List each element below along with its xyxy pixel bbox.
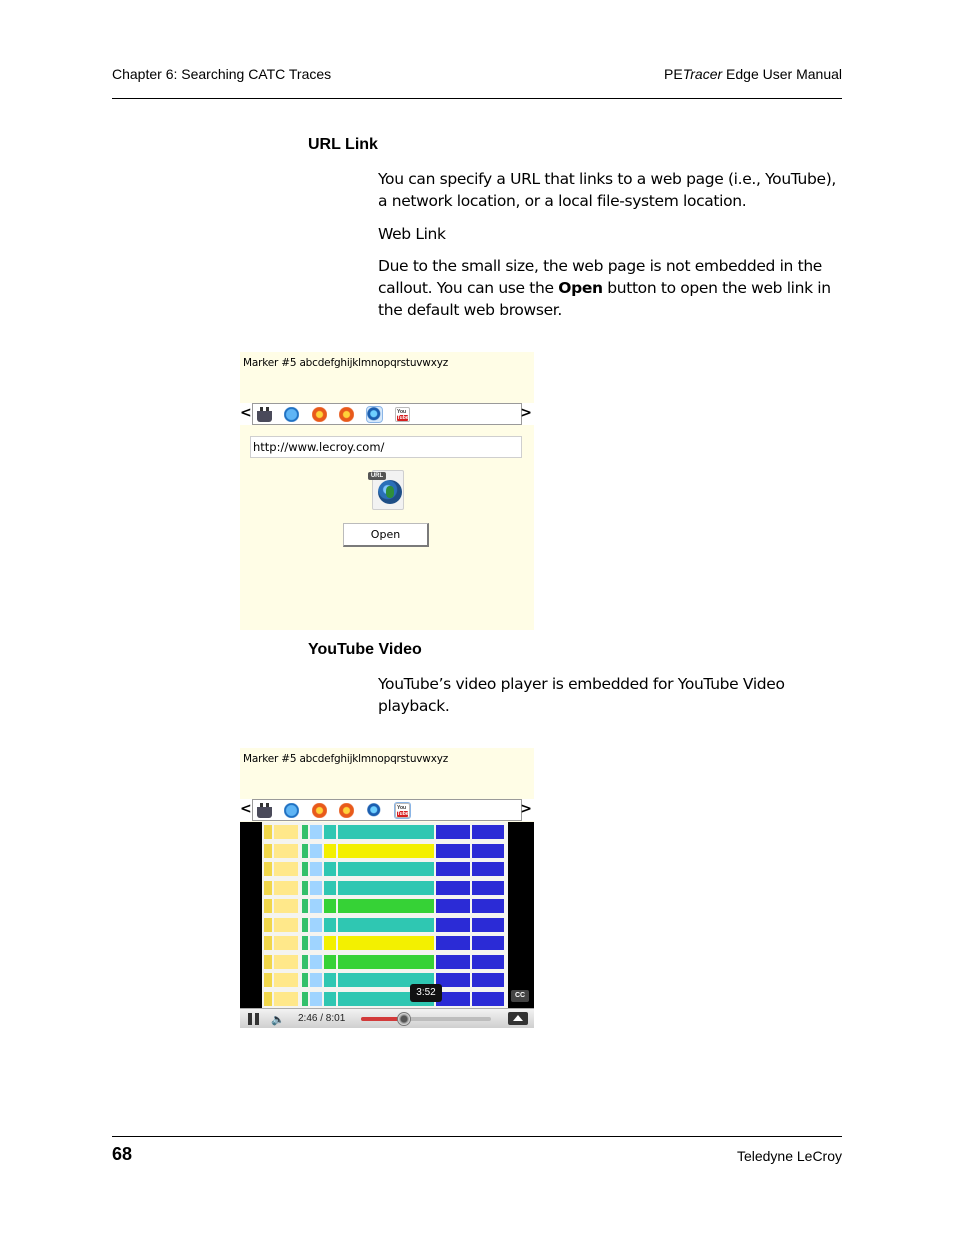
trace-cell xyxy=(472,881,504,895)
marker-text: Marker #5 abcdefghijklmnopqrstuvwxyz xyxy=(243,753,449,765)
youtube-video-heading: YouTube Video xyxy=(308,641,422,658)
trace-cell xyxy=(274,899,298,913)
web-link-paragraph: Due to the small size, the web page is not embedded in the callout. You can use the Open button to open the web link in the default web browser. xyxy=(378,257,831,319)
flower-icon[interactable] xyxy=(339,407,354,422)
trace-cell xyxy=(338,918,434,932)
trace-cell xyxy=(436,862,470,876)
trace-cell xyxy=(472,992,504,1006)
trace-cell xyxy=(274,862,298,876)
trace-cell xyxy=(310,992,322,1006)
trace-cell xyxy=(310,936,322,950)
marker-text: Marker #5 abcdefghijklmnopqrstuvwxyz xyxy=(243,357,449,369)
volume-icon[interactable]: 🔈 xyxy=(271,1013,285,1026)
trace-cell xyxy=(338,862,434,876)
trace-cell xyxy=(338,955,434,969)
trace-cell xyxy=(274,992,298,1006)
trace-cell xyxy=(302,992,308,1006)
trace-cell xyxy=(324,918,336,932)
trace-cell xyxy=(436,955,470,969)
trace-cell xyxy=(310,825,322,839)
header-rule xyxy=(112,98,842,99)
trace-cell xyxy=(274,955,298,969)
footer-rule xyxy=(112,1136,842,1137)
trace-cell xyxy=(264,862,272,876)
trace-cell xyxy=(324,936,336,950)
trace-cell xyxy=(310,973,322,987)
trace-cell xyxy=(472,844,504,858)
trace-cell xyxy=(436,918,470,932)
trace-cell xyxy=(436,936,470,950)
flower-icon[interactable] xyxy=(312,803,327,818)
trace-cell xyxy=(324,825,336,839)
trace-cell xyxy=(338,936,434,950)
trace-cell xyxy=(472,973,504,987)
trace-row xyxy=(264,954,506,970)
pause-button[interactable] xyxy=(248,1013,260,1025)
youtube-paragraph: YouTube’s video player is embedded for YouTube Video playback. xyxy=(378,675,785,715)
trace-row xyxy=(264,824,506,840)
url-link-heading: URL Link xyxy=(308,136,378,153)
manual-title: PETracer Edge User Manual xyxy=(664,66,842,82)
trace-row xyxy=(264,880,506,896)
trace-cell xyxy=(338,844,434,858)
trace-cell xyxy=(302,825,308,839)
trace-cell xyxy=(302,955,308,969)
trace-cell xyxy=(310,844,322,858)
trace-cell xyxy=(274,918,298,932)
web-link-label: Web Link xyxy=(378,225,446,243)
footer-company: Teledyne LeCroy xyxy=(736,1148,842,1164)
url-badge: URL xyxy=(368,472,386,480)
trace-cell xyxy=(302,973,308,987)
progress-bar[interactable] xyxy=(361,1017,491,1021)
speaker-icon[interactable] xyxy=(284,803,299,818)
trace-cell xyxy=(310,899,322,913)
expand-icon[interactable] xyxy=(508,1012,528,1025)
url-callout xyxy=(240,352,534,630)
clapperboard-icon[interactable] xyxy=(257,407,272,422)
trace-cell xyxy=(338,825,434,839)
open-button[interactable]: Open xyxy=(343,523,429,547)
youtube-icon[interactable]: You Tube xyxy=(397,409,409,421)
trace-cell xyxy=(472,955,504,969)
flower-icon[interactable] xyxy=(312,407,327,422)
trace-cell xyxy=(274,881,298,895)
trace-row xyxy=(264,991,506,1007)
seek-time-tooltip: 3:52 xyxy=(410,984,442,1002)
trace-cell xyxy=(302,844,308,858)
trace-cell xyxy=(338,881,434,895)
trace-cell xyxy=(310,955,322,969)
icon-strip xyxy=(252,799,522,821)
icon-strip xyxy=(252,403,522,425)
trace-cell xyxy=(274,936,298,950)
trace-cell xyxy=(264,844,272,858)
trace-cell xyxy=(274,825,298,839)
seek-handle[interactable] xyxy=(397,1012,411,1026)
trace-cell xyxy=(324,862,336,876)
clapperboard-icon[interactable] xyxy=(257,803,272,818)
youtube-callout xyxy=(240,748,534,1028)
youtube-icon[interactable]: You Tube xyxy=(397,805,409,817)
trace-cell xyxy=(472,862,504,876)
trace-row xyxy=(264,972,506,988)
trace-row xyxy=(264,898,506,914)
trace-cell xyxy=(436,844,470,858)
trace-cell xyxy=(436,881,470,895)
trace-cell xyxy=(324,881,336,895)
trace-cell xyxy=(264,918,272,932)
trace-cell xyxy=(472,825,504,839)
trace-cell xyxy=(264,955,272,969)
chapter-header: Chapter 6: Searching CATC Traces xyxy=(112,66,332,82)
trace-cell xyxy=(302,936,308,950)
trace-cell xyxy=(264,936,272,950)
player-controls xyxy=(240,1008,534,1028)
callout-toolbar xyxy=(240,403,534,425)
trace-cell xyxy=(264,973,272,987)
trace-cell xyxy=(472,899,504,913)
nav-next-button[interactable]: > xyxy=(520,405,532,421)
trace-cell xyxy=(436,899,470,913)
trace-cell xyxy=(264,881,272,895)
trace-cell xyxy=(264,825,272,839)
nav-next-button[interactable]: > xyxy=(520,801,532,817)
trace-cell xyxy=(310,862,322,876)
speaker-icon[interactable] xyxy=(284,407,299,422)
callout-toolbar xyxy=(240,799,534,821)
trace-cell xyxy=(310,918,322,932)
trace-cell xyxy=(274,973,298,987)
trace-cell xyxy=(472,918,504,932)
trace-cell xyxy=(264,899,272,913)
trace-cell xyxy=(310,881,322,895)
url-link-paragraph: You can specify a URL that links to a web page (i.e., YouTube), a network location, or a local file-system location. xyxy=(378,170,836,210)
trace-cell xyxy=(324,955,336,969)
trace-cell xyxy=(338,899,434,913)
trace-cell xyxy=(324,899,336,913)
trace-cell xyxy=(436,825,470,839)
playback-time: 2:46 / 8:01 xyxy=(298,1013,346,1024)
flower-icon[interactable] xyxy=(339,803,354,818)
nav-prev-button[interactable]: < xyxy=(240,801,252,817)
url-globe-icon xyxy=(368,468,406,512)
trace-cell xyxy=(302,899,308,913)
url-field[interactable]: http://www.lecroy.com/ xyxy=(250,436,522,458)
nav-prev-button[interactable]: < xyxy=(240,405,252,421)
trace-row xyxy=(264,843,506,859)
trace-cell xyxy=(324,844,336,858)
trace-row xyxy=(264,861,506,877)
trace-cell xyxy=(302,918,308,932)
trace-row xyxy=(264,917,506,933)
trace-cell xyxy=(324,973,336,987)
closed-captions-button[interactable]: CC xyxy=(511,990,529,1002)
trace-cell xyxy=(302,881,308,895)
youtube-player[interactable] xyxy=(240,822,534,1028)
globe-icon[interactable] xyxy=(367,407,382,422)
globe-icon[interactable] xyxy=(367,803,382,818)
trace-cell xyxy=(324,992,336,1006)
page-number: 68 xyxy=(112,1144,133,1164)
trace-cell xyxy=(274,844,298,858)
trace-row xyxy=(264,935,506,951)
trace-cell xyxy=(264,992,272,1006)
trace-cell xyxy=(472,936,504,950)
video-frame-trace xyxy=(262,822,508,1018)
trace-cell xyxy=(302,862,308,876)
